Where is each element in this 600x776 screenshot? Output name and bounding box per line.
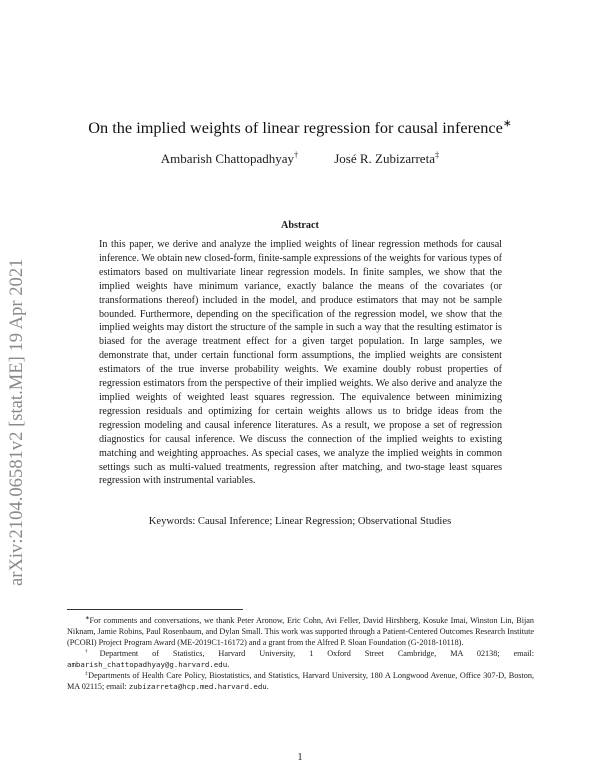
footnote-mark: ‡ <box>85 670 89 677</box>
arxiv-identifier-stamp: arXiv:2104.06581v2 [stat.ME] 19 Apr 2021 <box>6 258 27 586</box>
footnote-period: . <box>266 682 269 691</box>
footnote-mark: ∗ <box>85 615 90 622</box>
footnote-affiliation-chattopadhyay <box>67 648 534 670</box>
author-zubizarreta <box>334 151 439 167</box>
author-footnote-mark: † <box>294 149 299 160</box>
abstract-body: In this paper, we derive and analyze the implied weights of linear regression methods for causal inference. We obtain new closed-form, finite-sample expressions of the weights for various types of estimators based on multivariate linear regression models. In finite samples, we show that the implied weights have minimum variance, exactly balance the means of the covariates (or transformations thereof) included in the model, and produce estimators that may not be sample bounded. Furthermore, depending on the specification of the regression model, we show that the implied weights may distort the structure of the sample in such a way that the resulting estimator is biased for the average treatment effect for a given target population. In large samples, we demonstrate that, under certain functional form assumptions, the implied weights are consistent estimators of the true inverse probability weights. We examine doubly robust properties of regression estimators from the perspective of their implied weights. We also derive and analyze the implied weights of weighted least squares regression. The equivalence between minimizing regression residuals and optimizing for certain weights allows us to bridge ideas from the regression modeling and causal inference literatures. As a result, we propose a set of regression diagnostics for causal inference. We discuss the connection of the implied weights to existing matching and weighting approaches. As special cases, we analyze the implied weights in common settings such as multi-valued treatments, regression after matching, and two-stage least squares regression with instrumental variables. <box>99 239 502 487</box>
author-footnote-mark: ‡ <box>434 149 440 160</box>
footnote-text: For comments and conversations, we thank Peter Aronow, Eric Cohn, Avi Feller, David Hirshberg, Kosuke Imai, Winston Lin, Bijan Niknam, Jamie Robins, Paul Rosenbaum, and Dylan Small. This work was supported through a Patient-Centered Outcomes Research Institute (PCORI) Project Program Award (ME-2019C1-16172) and a grant from the Alfred P. Sloan Foundation (G-2018-10118). <box>67 616 534 647</box>
footnote-period: . <box>227 660 230 669</box>
footnote-text: Department of Statistics, Harvard University, 1 Oxford Street Cambridge, MA 02138; email: <box>99 649 534 658</box>
footnote-text: Departments of Health Care Policy, Biostatistics, and Statistics, Harvard University, 180 A Longwood Avenue, Office 307-D, Boston, MA 02115; email: <box>67 671 534 691</box>
author-chattopadhyay <box>161 151 298 167</box>
author-name: José R. Zubizarreta <box>334 151 435 166</box>
footnote-divider <box>67 609 243 610</box>
author-list <box>0 151 600 167</box>
author-name: Ambarish Chattopadhyay <box>160 151 295 166</box>
email-link[interactable]: zubizarreta@hcp.med.harvard.edu <box>128 682 267 691</box>
page-number: 1 <box>297 752 303 763</box>
paper-title-text: On the implied weights of linear regression for causal inference <box>88 118 503 137</box>
paper-title <box>0 118 600 138</box>
footnote-affiliation-zubizarreta <box>67 670 534 692</box>
footnote-mark: † <box>85 648 100 655</box>
title-footnote-mark: ∗ <box>502 118 512 130</box>
footnotes <box>67 615 534 692</box>
keywords-line: Keywords: Causal Inference; Linear Regression; Observational Studies <box>148 516 452 527</box>
email-link[interactable]: ambarish_chattopadhyay@g.harvard.edu <box>67 660 228 669</box>
abstract-heading: Abstract <box>281 220 319 231</box>
footnote-acknowledgments <box>67 615 534 648</box>
